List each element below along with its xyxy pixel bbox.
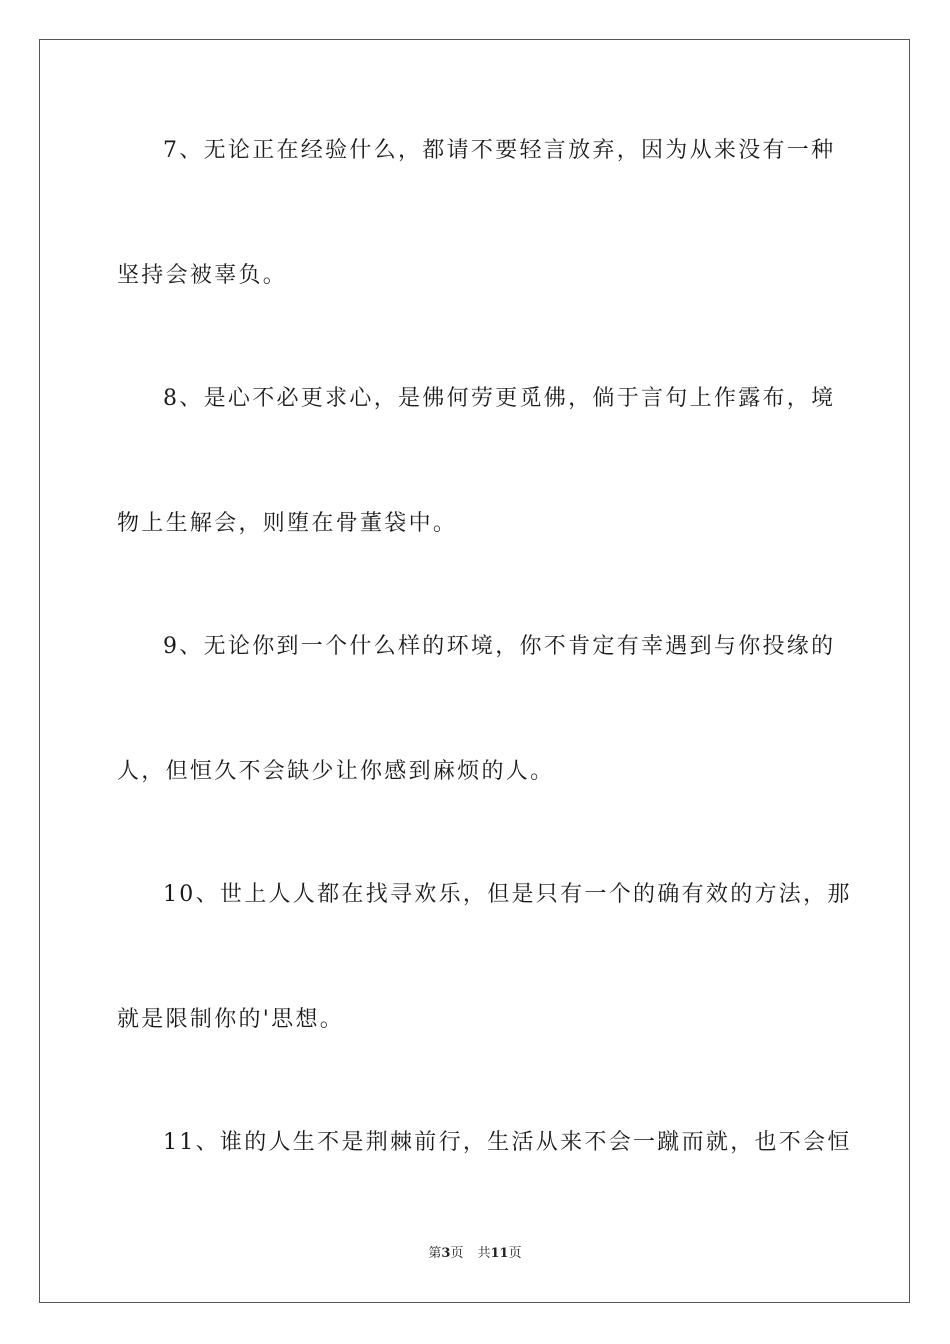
paragraph-8-line-2: 物上生解会，则堕在骨董袋中。 — [117, 511, 458, 536]
paragraph-9-line-2: 人，但恒久不会缺少让你感到麻烦的人。 — [117, 759, 555, 784]
footer-total-suffix: 页 — [508, 1246, 522, 1261]
page-footer — [0, 1245, 950, 1263]
paragraph-8-line-1: 8、是心不必更求心，是佛何劳更觅佛，倘于言句上作露布，境 — [163, 386, 836, 411]
page-border — [39, 39, 910, 1303]
paragraph-10-line-2: 就是限制你的'思想。 — [117, 1007, 345, 1032]
paragraph-10-line-1: 10、世上人人都在找寻欢乐，但是只有一个的确有效的方法，那 — [163, 882, 852, 907]
paragraph-9-line-1: 9、无论你到一个什么样的环境，你不肯定有幸遇到与你投缘的 — [163, 634, 836, 659]
footer-page-suffix: 页 — [450, 1246, 464, 1261]
paragraph-7-line-1: 7、无论正在经验什么，都请不要轻言放弃，因为从来没有一种 — [163, 138, 836, 163]
footer-total-number: 11 — [490, 1246, 509, 1261]
footer-page-prefix: 第 — [428, 1246, 442, 1261]
paragraph-11-line-1: 11、谁的人生不是荆棘前行，生活从来不会一蹴而就，也不会恒 — [163, 1130, 852, 1155]
footer-total-prefix: 共 — [477, 1246, 491, 1261]
footer-page-number: 3 — [441, 1246, 451, 1261]
paragraph-7-line-2: 坚持会被辜负。 — [117, 263, 288, 288]
